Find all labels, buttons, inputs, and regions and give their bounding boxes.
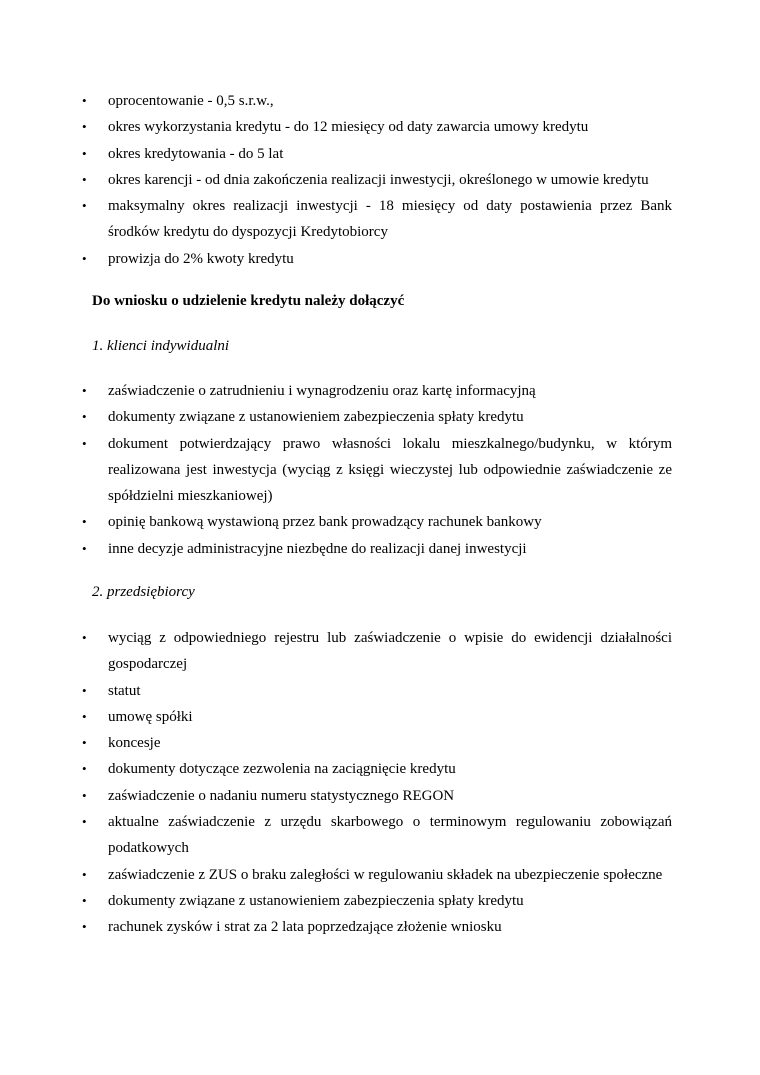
bullet-icon: • bbox=[82, 919, 87, 935]
bullet-icon: • bbox=[82, 814, 87, 830]
list-item: • inne decyzje administracyjne niezbędne do realizacji danej inwestycji bbox=[80, 536, 672, 562]
list-item: • wyciąg z odpowiedniego rejestru lub zaświadczenie o wpisie do ewidencji działalności gospodarczej bbox=[80, 625, 672, 678]
individual-clients-heading: 1. klienci indywidualni bbox=[92, 338, 230, 354]
bullet-icon: • bbox=[82, 682, 87, 698]
section-heading: Do wniosku o udzielenie kredytu należy dołączyć bbox=[92, 293, 405, 309]
list-item: • zaświadczenie o nadaniu numeru statystycznego REGON bbox=[80, 783, 672, 809]
list-item: • statut bbox=[80, 678, 672, 704]
list-item: • oprocentowanie - 0,5 s.r.w., bbox=[80, 88, 672, 114]
bullet-icon: • bbox=[82, 383, 87, 398]
list-item: • dokument potwierdzający prawo własności lokalu mieszkalnego/budynku, w którym realizowana jest inwestycja (wyciąg z księgi wieczystej lub odpowiednie zaświadczenie ze spółdzielni mieszkaniowej) bbox=[80, 431, 672, 510]
list-item: • umowę spółki bbox=[80, 704, 672, 730]
list-item: • okres karencji - od dnia zakończenia realizacji inwestycji, określonego w umowie kredytu bbox=[80, 167, 672, 193]
business-heading: 2. przedsiębiorcy bbox=[92, 584, 195, 600]
list-item: • prowizja do 2% kwoty kredytu bbox=[80, 246, 672, 272]
bullet-icon: • bbox=[82, 198, 87, 214]
list-item: • zaświadczenie z ZUS o braku zaległości w regulowaniu składek na ubezpieczenie społeczne bbox=[80, 862, 672, 888]
bullet-icon: • bbox=[82, 787, 87, 803]
list-item: • opinię bankową wystawioną przez bank prowadzący rachunek bankowy bbox=[80, 509, 672, 535]
list-item: • dokumenty związane z ustanowieniem zabezpieczenia spłaty kredytu bbox=[80, 404, 672, 430]
bullet-icon: • bbox=[82, 630, 87, 645]
list-item: • rachunek zysków i strat za 2 lata poprzedzające złożenie wniosku bbox=[80, 914, 672, 940]
list-item: • dokumenty związane z ustanowieniem zabezpieczenia spłaty kredytu bbox=[80, 888, 672, 914]
bullet-icon: • bbox=[82, 708, 87, 724]
list-item: • dokumenty dotyczące zezwolenia na zaciągnięcie kredytu bbox=[80, 756, 672, 782]
bullet-icon: • bbox=[82, 409, 87, 425]
list-item: • okres kredytowania - do 5 lat bbox=[80, 141, 672, 167]
list-item: • koncesje bbox=[80, 730, 672, 756]
bullet-icon: • bbox=[82, 435, 87, 451]
list-item: • maksymalny okres realizacji inwestycji - 18 miesięcy od daty postawienia przez Bank środków kredytu do dyspozycji Kredytobiorcy bbox=[80, 193, 672, 246]
bullet-icon: • bbox=[82, 540, 87, 556]
bullet-icon: • bbox=[82, 250, 87, 266]
individual-documents-list bbox=[80, 378, 672, 562]
loan-terms-list bbox=[80, 88, 672, 272]
bullet-icon: • bbox=[82, 866, 87, 882]
bullet-icon: • bbox=[82, 93, 87, 108]
list-item: • zaświadczenie o zatrudnieniu i wynagrodzeniu oraz kartę informacyjną bbox=[80, 378, 672, 404]
bullet-icon: • bbox=[82, 514, 87, 530]
list-item: • okres wykorzystania kredytu - do 12 miesięcy od daty zawarcia umowy kredytu bbox=[80, 114, 672, 140]
bullet-icon: • bbox=[82, 892, 87, 908]
bullet-icon: • bbox=[82, 119, 87, 135]
bullet-icon: • bbox=[82, 171, 87, 187]
bullet-icon: • bbox=[82, 761, 87, 777]
list-item: • aktualne zaświadczenie z urzędu skarbowego o terminowym regulowaniu zobowiązań podatkowych bbox=[80, 809, 672, 862]
bullet-icon: • bbox=[82, 145, 87, 161]
bullet-icon: • bbox=[82, 735, 87, 751]
business-documents-list bbox=[80, 625, 672, 941]
